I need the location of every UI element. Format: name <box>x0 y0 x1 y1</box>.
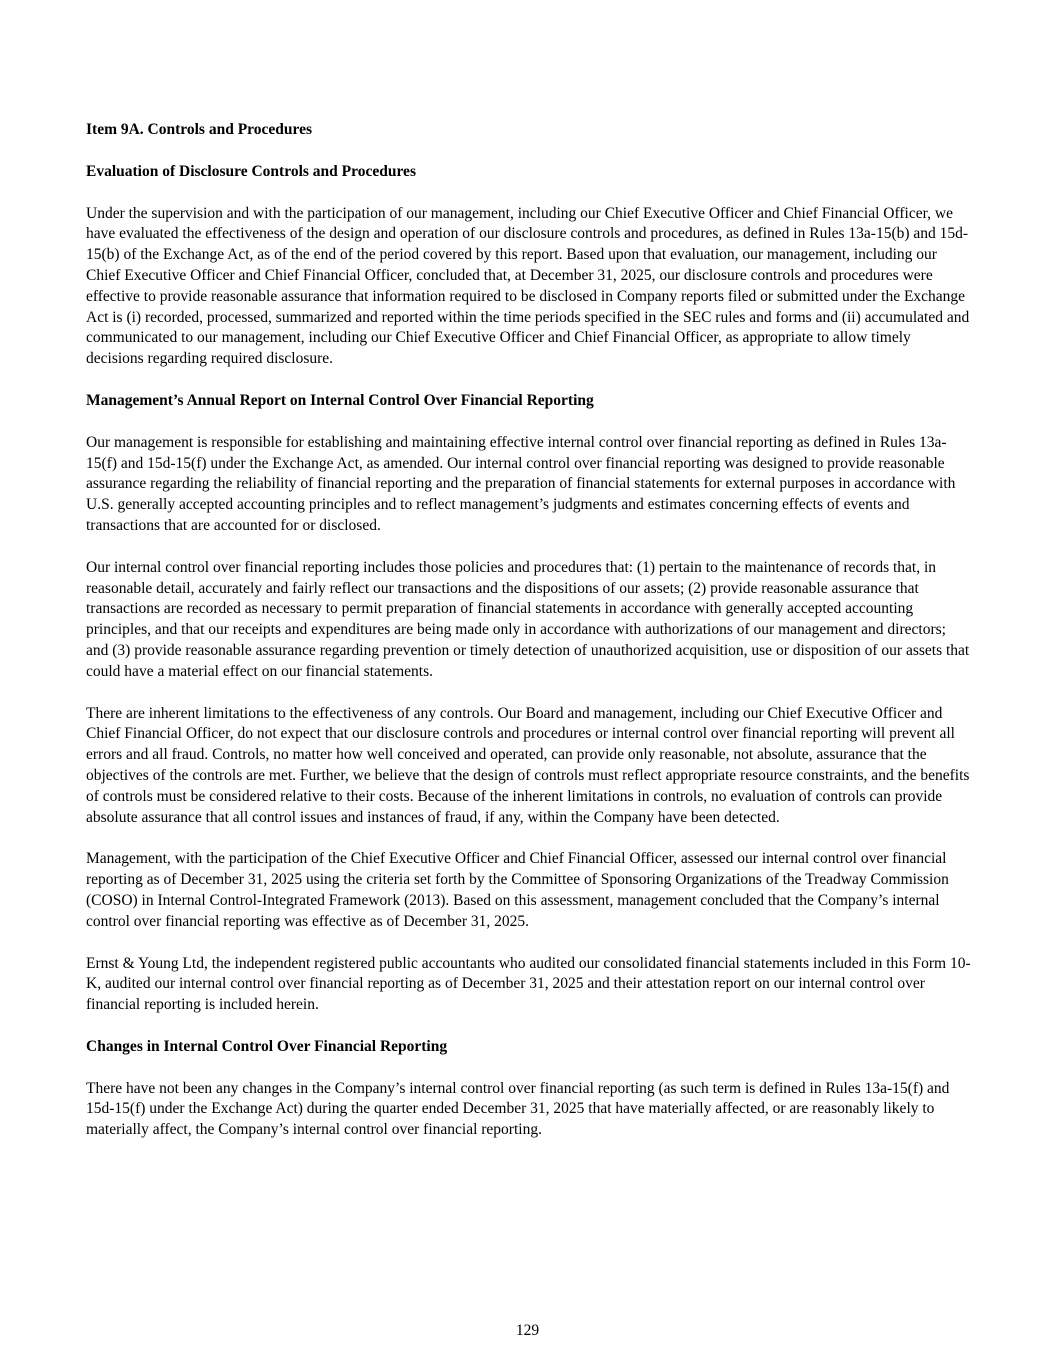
management-report-paragraph-5: Ernst & Young Ltd, the independent registered public accountants who audited our consolidated financial statements included in this Form 10-K, audited our internal control over financial reporting as of December 31, 2025 and their attestation report on our internal control over financial reporting is included herein. <box>86 954 971 1014</box>
management-report-paragraph-2: Our internal control over financial reporting includes those policies and procedures that: (1) pertain to the maintenance of records that, in reasonable detail, accurately and fairly reflect our transactions and the dispositions of our assets; (2) provide reasonable assurance that transactions are recorded as necessary to permit preparation of financial statements in accordance with generally accepted accounting principles, and that our receipts and expenditures are being made only in accordance with authorizations of our management and directors; and (3) provide reasonable assurance regarding prevention or timely detection of unauthorized acquisition, use or disposition of our assets that could have a material effect on our financial statements. <box>86 558 970 680</box>
changes-paragraph: There have not been any changes in the Company’s internal control over financial reporting (as such term is defined in Rules 13a-15(f) and 15d-15(f) under the Exchange Act) during the quarter ended December 31, 2025 that have materially affected, or are reasonably likely to materially affect, the Company’s internal control over financial reporting. <box>86 1079 950 1139</box>
document-body <box>86 120 971 1162</box>
item-title: Item 9A. Controls and Procedures <box>86 121 313 138</box>
management-report-paragraph-3: There are inherent limitations to the effectiveness of any controls. Our Board and management, including our Chief Executive Officer and Chief Financial Officer, do not expect that our disclosure controls and procedures or internal control over financial reporting will prevent all errors and all fraud. Controls, no matter how well conceived and operated, can provide only reasonable, not absolute, assurance that the objectives of the controls are met. Further, we believe that the design of controls must reflect appropriate resource constraints, and the benefits of controls must be considered relative to their costs. Because of the inherent limitations in controls, no evaluation of controls can provide absolute assurance that all control issues and instances of fraud, if any, within the Company have been detected. <box>86 704 970 826</box>
evaluation-paragraph: Under the supervision and with the participation of our management, including our Chief Executive Officer and Chief Financial Officer, we have evaluated the effectiveness of the design and operation of our disclosure controls and procedures, as defined in Rules 13a-15(b) and 15d-15(b) of the Exchange Act, as of the end of the period covered by this report. Based upon that evaluation, our management, including our Chief Executive Officer and Chief Financial Officer, concluded that, at December 31, 2025, our disclosure controls and procedures were effective to provide reasonable assurance that information required to be disclosed in Company reports filed or submitted under the Exchange Act is (i) recorded, processed, summarized and reported within the time periods specified in the SEC rules and forms and (ii) accumulated and communicated to our management, including our Chief Executive Officer and Chief Financial Officer, as appropriate to allow timely decisions regarding required disclosure. <box>86 204 970 368</box>
page-number: 129 <box>515 1322 540 1339</box>
management-report-paragraph-1: Our management is responsible for establishing and maintaining effective internal control over financial reporting as defined in Rules 13a-15(f) and 15d-15(f) under the Exchange Act, as amended. Our internal control over financial reporting was designed to provide reasonable assurance regarding the reliability of financial reporting and the preparation of financial statements for external purposes in accordance with U.S. generally accepted accounting principles and to reflect management’s judgments and estimates concerning effects of events and transactions that are accounted for or disclosed. <box>86 433 956 534</box>
management-report-heading: Management’s Annual Report on Internal Control Over Financial Reporting <box>86 391 594 409</box>
evaluation-heading: Evaluation of Disclosure Controls and Procedures <box>86 162 416 180</box>
changes-heading: Changes in Internal Control Over Financial Reporting <box>86 1037 448 1055</box>
management-report-paragraph-4: Management, with the participation of the Chief Executive Officer and Chief Financial Officer, assessed our internal control over financial reporting as of December 31, 2025 using the criteria set forth by the Committee of Sponsoring Organizations of the Treadway Commission (COSO) in Internal Control-Integrated Framework (2013). Based on this assessment, management concluded that the Company’s internal control over financial reporting was effective as of December 31, 2025. <box>86 850 949 930</box>
